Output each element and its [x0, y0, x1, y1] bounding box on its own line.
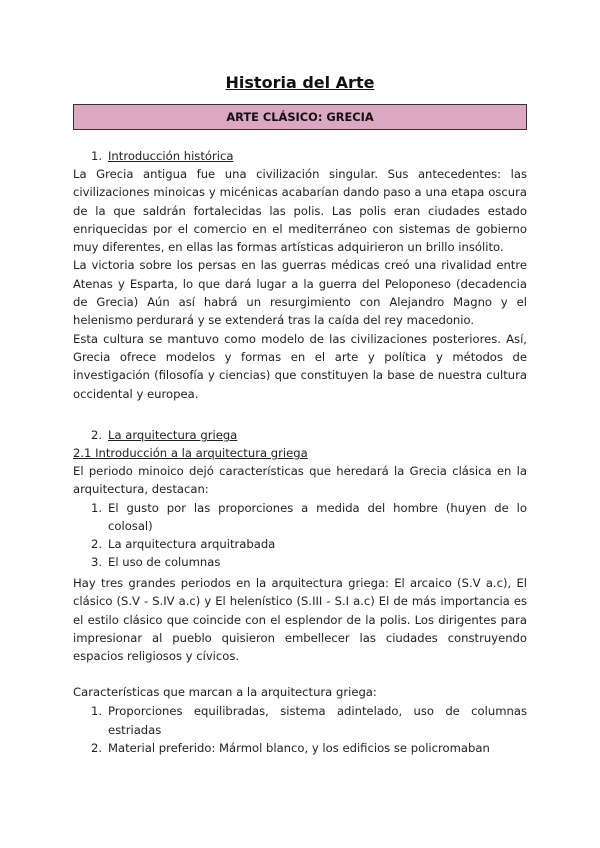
paragraph: La Grecia antigua fue una civilización singular. Sus antecedentes: las civilizaciones minoicas y micénicas acabarían dando paso a una etapa oscura de la que saldrán fortalecidas las polis. Las polis eran ciudades estado enriquecidas por el comercio en el mediterráneo con sistemas de gobierno muy diferentes, en ellas las formas artísticas adquirieron un brillo insólito.: [73, 167, 527, 255]
section-2-heading: [91, 426, 237, 444]
section-2-number: 2.: [91, 428, 103, 442]
list-item: 1. Proporciones equilibradas, sistema adintelado, uso de columnas estriadas: [91, 704, 527, 737]
section-1-body: [73, 165, 527, 403]
characteristics-list: [73, 499, 527, 572]
list-item: 1. El gusto por las proporciones a medida del hombre (huyen de lo colosal): [91, 500, 527, 533]
subsection-heading: 2.1 Introducción a la arquitectura griega: [73, 446, 308, 460]
section-2-title: La arquitectura griega: [108, 428, 238, 442]
section-1-number: 1.: [91, 149, 103, 163]
paragraph: La victoria sobre los persas en las guerras médicas creó una rivalidad entre Atenas y Esparta, lo que dará lugar a la guerra del Peloponeso (decadencia de Grecia) Aún así habrá un resurgimiento con Alejandro Magno y el helenismo perdurará y se extenderá tras la caída del rey macedonio.: [73, 258, 527, 328]
page-title: Historia del Arte: [225, 73, 375, 92]
section-1-heading: [91, 147, 233, 165]
paragraph: Hay tres grandes periodos en la arquitectura griega: El arcaico (S.V a.c), El clásico (S.V - S.IV a.c) y El helenístico (S.III - S.I a.c) El de más importancia es el estilo clásico que coincide con el esplendor de la polis. Los dirigentes para impresionar al pueblo quisieron embellecer las ciudades construyendo espacios religiosos y cívicos.: [73, 576, 527, 664]
list-item: 2. Material preferido: Mármol blanco, y los edificios se policromaban: [91, 740, 490, 755]
features-list: [73, 702, 527, 757]
paragraph: Características que marcan a la arquitectura griega:: [73, 685, 377, 699]
section-1-title: Introducción histórica: [108, 149, 234, 163]
list-item: 3. El uso de columnas: [91, 555, 221, 570]
section-banner: [73, 104, 527, 130]
features-block: [73, 683, 527, 757]
paragraph: El periodo minoico dejó características que heredará la Grecia clásica en la arquitectura, destacan:: [73, 464, 527, 497]
section-banner-label: ARTE CLÁSICO: GRECIA: [226, 110, 374, 124]
periods-block: [73, 574, 527, 665]
paragraph: Esta cultura se mantuvo como modelo de las civilizaciones posteriores. Así, Grecia ofrece modelos y formas en el arte y política y métodos de investigación (filosofía y ciencias) que constituyen la base de nuestra cultura occidental y europea.: [73, 331, 527, 401]
section-2-body: [73, 444, 527, 572]
list-item: 2. La arquitectura arquitrabada: [91, 537, 276, 552]
